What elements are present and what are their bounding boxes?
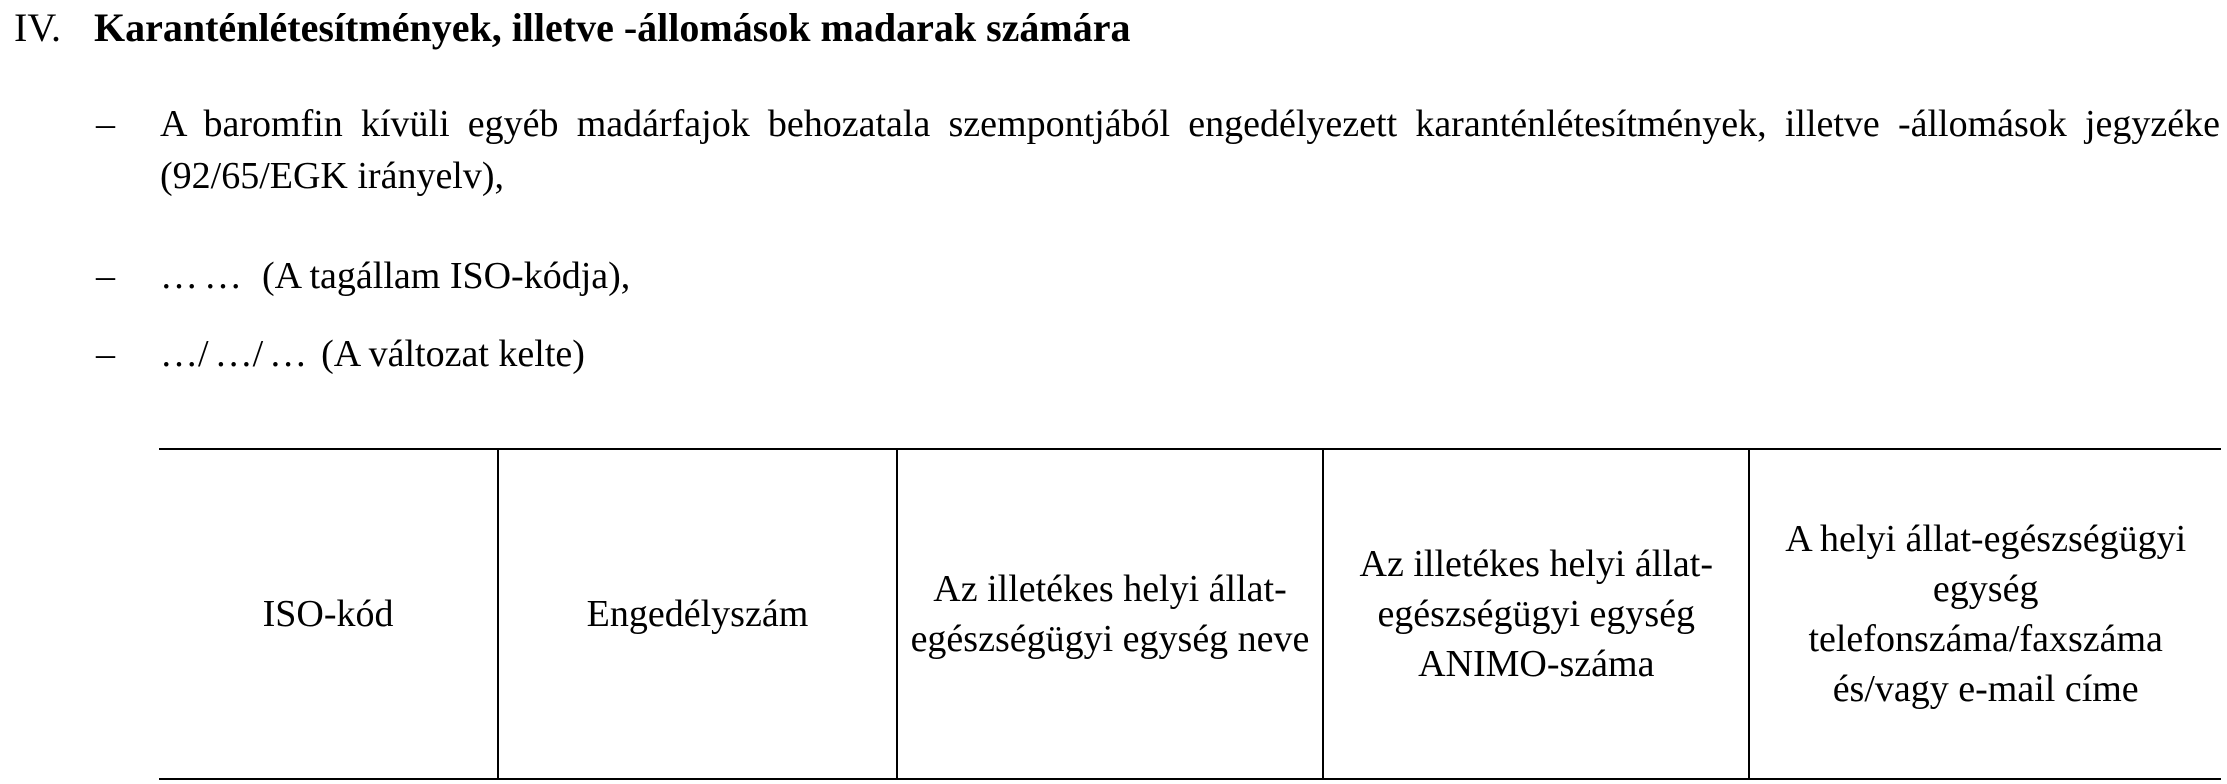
date-placeholder: …/…/… (160, 333, 308, 375)
table-header-row (159, 449, 2221, 779)
registry-table (159, 448, 2221, 780)
list-item-text (160, 250, 2220, 302)
column-header-authority-name: Az illetékes helyi állat-egészségügyi egység neve (897, 449, 1323, 779)
column-header-animo-number: Az illetékes helyi állat-egészségügyi egység ANIMO-száma (1323, 449, 1749, 779)
placeholder-dots: …… (160, 255, 248, 297)
section-heading (14, 2, 1131, 54)
list-dash: – (96, 333, 115, 375)
list-item-text: A baromfin kívüli egyéb madárfajok behozatala szempontjából engedélyezett karanténlétesítmények, illetve -állomások jegyzéke (92/65/EGK irányelv), (160, 103, 2220, 197)
version-date-label: (A változat kelte) (321, 333, 585, 375)
iso-code-label: (A tagállam ISO-kódja), (262, 255, 631, 297)
list-dash: – (96, 255, 115, 297)
column-header-approval-number: Engedélyszám (498, 449, 897, 779)
section-title: Karanténlétesítmények, illetve -állomások madarak számára (94, 5, 1131, 50)
column-header-iso-code: ISO-kód (159, 449, 498, 779)
section-number: IV. (14, 5, 62, 50)
column-header-contact: A helyi állat-egészségügyi egység telefonszáma/faxszáma és/vagy e-mail címe (1749, 449, 2221, 779)
list-item-text (160, 328, 2220, 380)
list-dash: – (96, 103, 115, 145)
